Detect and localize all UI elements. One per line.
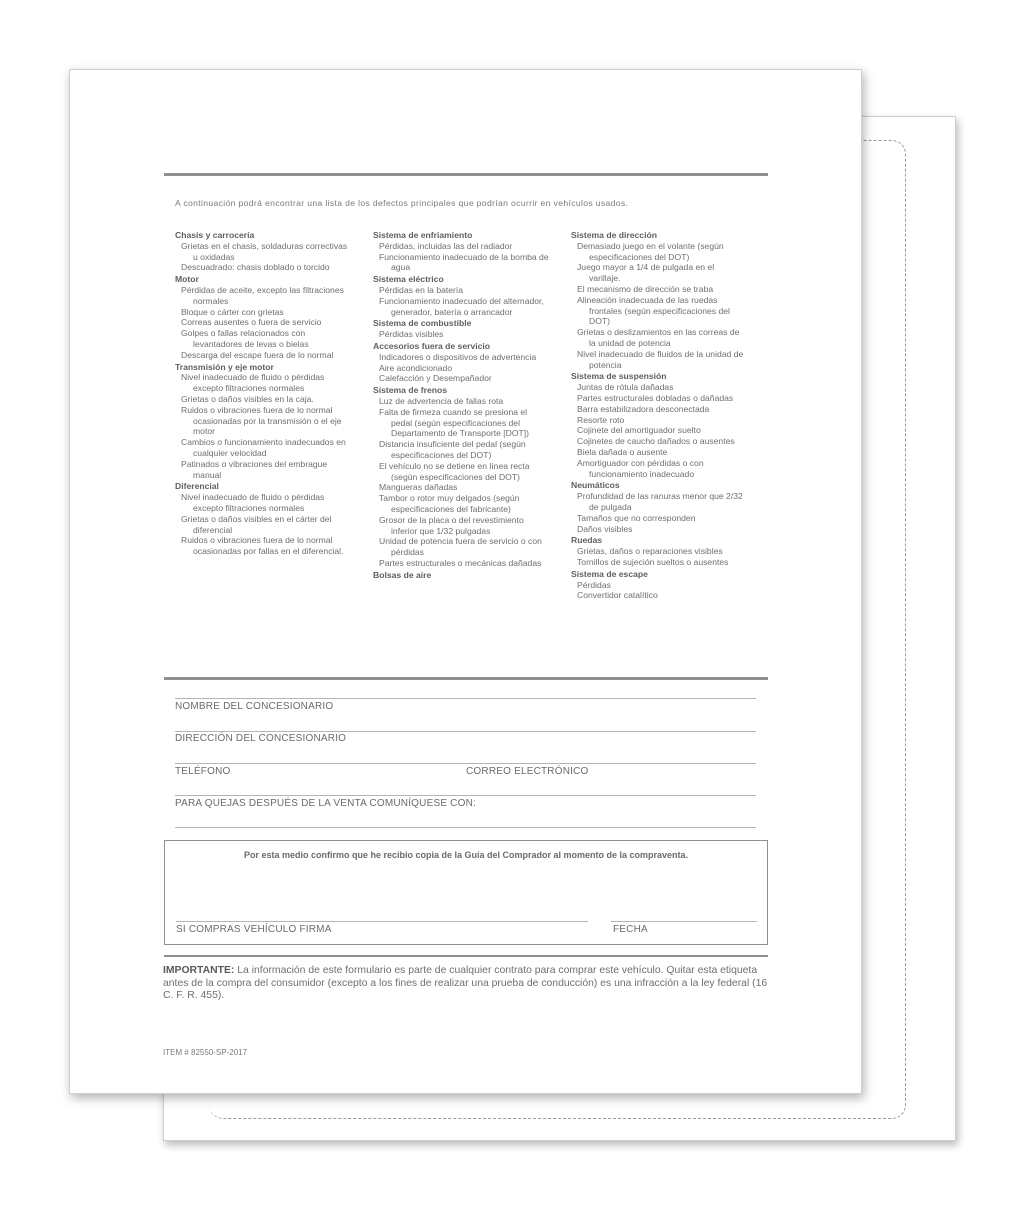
defect-item xyxy=(175,514,365,536)
important-notice xyxy=(163,965,773,1003)
defect-item xyxy=(571,524,761,535)
defect-section-heading: Sistema de combustible xyxy=(373,318,472,329)
defect-item-line: varillaje. xyxy=(589,273,621,284)
defect-item-line: la unidad de potencia xyxy=(589,337,671,348)
defect-item xyxy=(175,285,365,307)
defect-item-line: Pérdidas, incluidas las del radiador xyxy=(379,240,513,251)
defect-item xyxy=(175,459,365,481)
defect-item-line: Grosor de la placa o del revestimiento xyxy=(379,514,524,525)
defect-item-line: pérdidas xyxy=(391,547,424,558)
defect-item xyxy=(571,327,761,349)
defect-item xyxy=(175,535,365,557)
defect-section xyxy=(373,341,563,384)
important-label: IMPORTANTE: xyxy=(163,965,235,976)
defect-item-line: (según especificaciones del DOT) xyxy=(391,471,520,482)
defect-item-line: Cojinete del amortiguador suelto xyxy=(577,425,701,436)
defects-column-3 xyxy=(571,230,761,602)
defect-section-heading: Sistema de frenos xyxy=(373,385,448,396)
defect-item-line: Grietas o daños visibles en la caja. xyxy=(181,393,314,404)
defect-item xyxy=(571,404,761,415)
item-number: ITEM # 82550-SP-2017 xyxy=(163,1048,248,1057)
defect-item-line: u oxidadas xyxy=(193,251,235,262)
defect-item-line: Grietas, daños o reparaciones visibles xyxy=(577,546,723,557)
defect-item-line: Ruidos o vibraciones fuera de lo normal xyxy=(181,404,333,415)
defect-item-line: pedal (según especificaciones del xyxy=(391,417,520,428)
defect-section xyxy=(373,318,563,340)
defect-item-line: levantadores de levas o bielas xyxy=(193,338,309,349)
defect-item xyxy=(571,491,761,513)
defect-item xyxy=(175,262,365,273)
defect-item xyxy=(373,329,563,340)
defect-item xyxy=(571,393,761,404)
intro-text: A continuación podrá encontrar una lista de los defectos principales que podrían ocurrir en vehículos usados. xyxy=(175,198,629,208)
defect-item xyxy=(571,546,761,557)
defect-item-line: Pérdidas xyxy=(577,579,611,590)
defect-item-line: Grietas o deslizamientos en las correas de xyxy=(577,327,740,338)
signature-label: SI COMPRAS VEHÍCULO FIRMA xyxy=(176,924,332,935)
defect-section-heading: Bolsas de aire xyxy=(373,569,432,580)
defect-item xyxy=(571,284,761,295)
complaints-label: PARA QUEJAS DESPUÉS DE LA VENTA COMUNÍQUESE CON: xyxy=(175,798,476,809)
signature-line[interactable] xyxy=(176,921,588,922)
defect-item-line: inferior que 1/32 pulgadas xyxy=(391,525,491,536)
defect-item-line: excepto filtraciones normales xyxy=(193,383,305,394)
defect-item xyxy=(373,252,563,274)
defect-item-line: Falta de firmeza cuando se presiona el xyxy=(379,406,528,417)
defect-item-line: generador, batería o arrancador xyxy=(391,306,513,317)
defect-item-line: Aire acondicionado xyxy=(379,362,453,373)
defect-section xyxy=(373,570,563,581)
defect-item-line: Cambios o funcionamiento inadecuados en xyxy=(181,437,346,448)
defect-section xyxy=(175,362,365,481)
defect-item-line: Tambor o rotor muy delgados (según xyxy=(379,493,520,504)
defect-section-heading: Chasis y carrocería xyxy=(175,230,255,240)
defect-item-line: Partes estructurales dobladas o dañadas xyxy=(577,392,734,403)
defect-item-line: Nivel inadecuado de fluidos de la unidad de xyxy=(577,348,744,359)
defect-item-line: Golpes o fallas relacionados con xyxy=(181,328,306,339)
acknowledgement-box xyxy=(164,840,768,945)
complaints-contact-line[interactable] xyxy=(175,827,756,828)
defect-item xyxy=(571,436,761,447)
defect-item xyxy=(373,296,563,318)
defect-item xyxy=(175,394,365,405)
defect-item-line: cualquier velocidad xyxy=(193,447,267,458)
defect-item xyxy=(571,513,761,524)
defect-item-line: Mangueras dañadas xyxy=(379,482,458,493)
defect-item xyxy=(571,425,761,436)
defect-item xyxy=(571,349,761,371)
defect-item-line: ocasionadas por fallas en el diferencial. xyxy=(193,546,344,557)
defect-item xyxy=(175,328,365,350)
defect-item-line: El mecanismo de dirección se traba xyxy=(577,283,714,294)
defect-item xyxy=(175,317,365,328)
top-rule xyxy=(164,173,768,176)
defect-item-line: Descuadrado: chasis doblado o torcido xyxy=(181,262,330,273)
defect-item-line: excepto filtraciones normales xyxy=(193,502,305,513)
defect-item-line: frontales (según especificaciones del xyxy=(589,305,730,316)
defect-item xyxy=(571,241,761,263)
defect-item xyxy=(175,437,365,459)
defects-column-2 xyxy=(373,230,563,582)
defect-item xyxy=(373,482,563,493)
defect-item-line: funcionamiento inadecuado xyxy=(589,468,695,479)
defect-item-line: Juntas de rótula dañadas xyxy=(577,382,674,393)
date-label: FECHA xyxy=(613,924,648,935)
defect-item-line: Ruidos o vibraciones fuera de lo normal xyxy=(181,535,333,546)
defect-item-line: Profundidad de las ranuras menor que 2/32 xyxy=(577,491,743,502)
defect-item xyxy=(175,405,365,437)
defect-item-line: ocasionadas por la transmisión o el eje xyxy=(193,415,342,426)
defect-section-heading: Sistema de suspensión xyxy=(571,371,667,382)
defect-section-heading: Motor xyxy=(175,274,199,285)
defect-item xyxy=(373,407,563,439)
defect-item-line: Bloque o cárter con grietas xyxy=(181,306,284,317)
defect-item-line: Nivel inadecuado de fluido o pérdidas xyxy=(181,372,325,383)
defect-item-line: Calefacción y Desempañador xyxy=(379,373,492,384)
defect-item xyxy=(571,580,761,591)
defect-item xyxy=(373,439,563,461)
defect-item-line: Grietas en el chasis, soldaduras correctivas xyxy=(181,240,348,251)
defect-section-heading: Sistema eléctrico xyxy=(373,274,444,285)
defect-item-line: Pérdidas visibles xyxy=(379,329,444,340)
defect-item-line: Daños visibles xyxy=(577,523,633,534)
defect-section xyxy=(571,480,761,534)
defect-section xyxy=(373,385,563,569)
defect-item-line: Descarga del escape fuera de lo normal xyxy=(181,349,334,360)
defect-item xyxy=(175,241,365,263)
defect-item-line: especificaciones del DOT) xyxy=(391,449,492,460)
defect-item-line: Funcionamiento inadecuado del alternador, xyxy=(379,295,544,306)
defect-section xyxy=(175,274,365,360)
defect-item xyxy=(175,307,365,318)
defect-item-line: Resorte roto xyxy=(577,414,625,425)
defect-item-line: Nivel inadecuado de fluido o pérdidas xyxy=(181,492,325,503)
defect-item-line: Tornillos de sujeción sueltos o ausentes xyxy=(577,556,729,567)
defect-item xyxy=(373,461,563,483)
dealer-name-line[interactable] xyxy=(175,698,756,699)
defect-item xyxy=(571,557,761,568)
defect-item-line: especificaciones del DOT) xyxy=(589,251,690,262)
defect-item xyxy=(571,382,761,393)
phone-label: TELÉFONO xyxy=(175,766,231,777)
defect-section-heading: Neumáticos xyxy=(571,480,620,491)
defect-item xyxy=(373,241,563,252)
defect-section xyxy=(175,481,365,557)
defect-section-heading: Accesorios fuera de servicio xyxy=(373,340,491,351)
dealer-address-label: DIRECCIÓN DEL CONCESIONARIO xyxy=(175,733,347,744)
defect-section xyxy=(373,274,563,317)
defect-section-heading: Sistema de dirección xyxy=(571,230,657,240)
defect-section xyxy=(571,569,761,601)
defect-item-line: Biela dañada o ausente xyxy=(577,446,668,457)
defect-item-line: Demasiado juego en el volante (según xyxy=(577,240,724,251)
defect-item-line: Funcionamiento inadecuado de la bomba de xyxy=(379,251,549,262)
defect-item-line: Departamento de Transporte [DOT]) xyxy=(391,428,530,439)
defect-item-line: Pérdidas en la batería xyxy=(379,284,464,295)
defect-section-heading: Sistema de escape xyxy=(571,568,648,579)
defect-section-heading: Ruedas xyxy=(571,535,603,546)
defect-item-line: Pérdidas de aceite, excepto las filtraciones xyxy=(181,284,344,295)
defect-item-line: Patinados o vibraciones del embrague xyxy=(181,458,328,469)
defect-item xyxy=(373,396,563,407)
defect-section xyxy=(571,535,761,567)
defect-item-line: DOT) xyxy=(589,316,611,327)
defect-section-heading: Diferencial xyxy=(175,481,219,492)
defect-item-line: Barra estabilizadora desconectada xyxy=(577,403,710,414)
defect-section-heading: Sistema de enfriamiento xyxy=(373,230,473,240)
defect-item xyxy=(373,352,563,363)
defect-item-line: Cojinetes de caucho dañados o ausentes xyxy=(577,436,735,447)
defect-section xyxy=(175,230,365,273)
defect-item xyxy=(373,536,563,558)
defect-item-line: Alineación inadecuada de las ruedas xyxy=(577,294,718,305)
phone-email-line[interactable] xyxy=(175,763,756,764)
defect-item-line: normales xyxy=(193,295,229,306)
defect-item xyxy=(373,493,563,515)
defect-item-line: Luz de advertencia de fallas rota xyxy=(379,395,504,406)
dealer-name-label: NOMBRE DEL CONCESIONARIO xyxy=(175,701,334,712)
middle-rule xyxy=(164,677,768,680)
defect-item xyxy=(373,373,563,384)
defects-column-1 xyxy=(175,230,365,558)
bottom-rule xyxy=(164,955,768,957)
defect-item-line: Indicadores o dispositivos de advertencia xyxy=(379,351,537,362)
defect-item-line: diferencial xyxy=(193,524,233,535)
defect-item xyxy=(373,558,563,569)
defect-item xyxy=(571,415,761,426)
date-line[interactable] xyxy=(611,921,757,922)
defect-section xyxy=(571,371,761,479)
defect-item xyxy=(571,590,761,601)
defect-item xyxy=(373,363,563,374)
defect-section xyxy=(571,230,761,370)
defect-section-heading: Transmisión y eje motor xyxy=(175,361,274,372)
defect-item-line: motor xyxy=(193,426,215,437)
defect-item-line: Correas ausentes o fuera de servicio xyxy=(181,317,322,328)
defect-item-line: Partes estructurales o mecánicas dañadas xyxy=(379,557,542,568)
defect-item-line: especificaciones del fabricante) xyxy=(391,503,511,514)
defect-item xyxy=(571,262,761,284)
email-label: CORREO ELECTRÓNICO xyxy=(466,766,589,777)
front-sheet xyxy=(69,69,862,1094)
defect-item-line: Juego mayor a 1/4 de pulgada en el xyxy=(577,262,715,273)
defect-item xyxy=(373,285,563,296)
defect-item xyxy=(571,295,761,327)
defect-item xyxy=(175,350,365,361)
important-text: La información de este formulario es parte de cualquier contrato para comprar este vehículo. Quitar esta etiqueta antes de la compra del consumidor (excepto a los fines de realizar una prueba de conducción) es una infracción a la ley federal (16 C. F. R. 455). xyxy=(163,965,768,1002)
defect-item-line: Grietas o daños visibles en el cárter del xyxy=(181,513,332,524)
dealer-address-line[interactable] xyxy=(175,731,756,732)
acknowledgement-text: Por esta medio confirmo que he recibio copia de la Guía del Comprador al momento de la compraventa. xyxy=(243,850,689,860)
defect-item-line: El vehículo no se detiene en línea recta xyxy=(379,460,530,471)
defect-item-line: Amortiguador con pérdidas o con xyxy=(577,457,704,468)
complaints-line[interactable] xyxy=(175,795,756,796)
defect-item xyxy=(571,447,761,458)
defect-item xyxy=(175,492,365,514)
defect-item-line: Tamaños que no corresponden xyxy=(577,512,696,523)
defect-item xyxy=(175,372,365,394)
defect-item xyxy=(571,458,761,480)
defect-item xyxy=(373,515,563,537)
defect-item-line: Unidad de potencia fuera de servicio o con xyxy=(379,536,542,547)
defect-item-line: Distancia insuficiente del pedal (según xyxy=(379,439,526,450)
defect-item-line: agua xyxy=(391,262,411,273)
defect-item-line: Convertidor catalítico xyxy=(577,590,658,601)
defect-item-line: potencia xyxy=(589,359,622,370)
defect-section xyxy=(373,230,563,273)
defect-item-line: manual xyxy=(193,469,222,480)
defect-item-line: de pulgada xyxy=(589,501,632,512)
